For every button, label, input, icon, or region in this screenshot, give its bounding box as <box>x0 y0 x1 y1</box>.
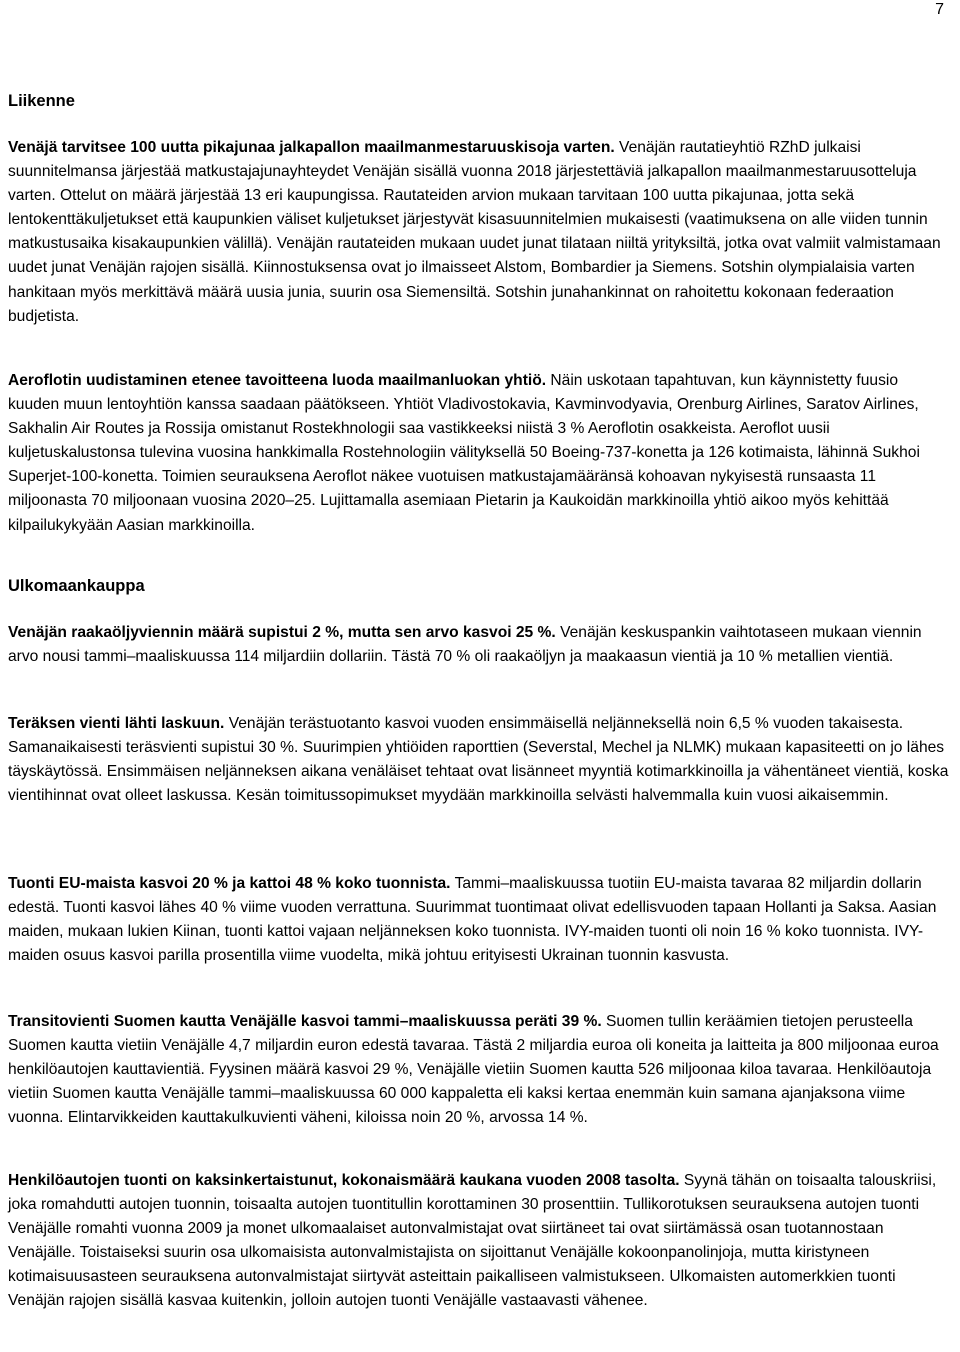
paragraph-aeroflot <box>8 369 952 538</box>
paragraph-lead: Henkilöautojen tuonti on kaksinkertaistunut, kokonaismäärä kaukana vuoden 2008 tasolta. <box>8 1172 680 1189</box>
paragraph-lead: Teräksen vienti lähti laskuun. <box>8 715 225 732</box>
paragraph-teras <box>8 712 952 808</box>
paragraph-lead: Aeroflotin uudistaminen etenee tavoitteena luoda maailmanluokan yhtiö. <box>8 372 547 389</box>
page-number: 7 <box>935 1 944 18</box>
section-heading-liikenne: Liikenne <box>8 92 75 110</box>
paragraph-transitovienti <box>8 1010 952 1130</box>
paragraph-body: Suomen tullin keräämien tietojen perusteella Suomen kautta vietiin Venäjälle 4,7 miljardin euron edestä tavaraa. Tästä 2 miljardia euroa oli koneita ja laitteita ja 800 miljoonaa euroa henkilöautojen kauttavientiä. Fyysinen määrä kasvoi 29 %, Venäjälle vietiin Suomen kautta 526 miljoonaa kiloa tavaraa. Henkilöautoja vietiin Suomen kautta Venäjälle tammi–maaliskuussa 60 000 kappaletta eli kaksi kertaa enemmän kuin samana ajanjaksona viime vuonna. Elintarvikkeiden kauttakulkuvienti väheni, kiloissa noin 20 %, arvossa 14 %. <box>8 1013 939 1127</box>
section-heading-ulkomaankauppa: Ulkomaankauppa <box>8 577 145 595</box>
paragraph-body: Syynä tähän on toisaalta talouskriisi, joka romahdutti autojen tuonnin, toisaalta autojen tuontitullin korottaminen 30 prosenttiin. Tullikorotuksen seurauksena autojen tuonti Venäjälle romahti vuonna 2009 ja monet ulkomaalaiset autonvalmistajat ovat siirtäneet tai ovat siirtämässä osan tuotannostaan Venäjälle. Toistaiseksi suurin osa ulkomaisista autonvalmistajista on sijoittanut Venäjälle kokoonpanolinjoja, mutta kiristyneen kotimaisuusasteen seurauksena autonvalmistajat siirtyvät asteittain paikalliseen valmistukseen. Ulkomaisten automerkkien tuonti Venäjän rajojen sisällä kasvaa kuitenkin, jolloin autojen tuonti Venäjälle vastaavasti vähenee. <box>8 1172 937 1310</box>
paragraph-body: Venäjän terästuotanto kasvoi vuoden ensimmäisellä neljänneksellä noin 6,5 % vuoden takaisesta. Samanaikaisesti teräsvienti supistui 30 %. Suurimpien yhtiöiden raporttien (Severstal, Mechel ja NLMK) mukaan kapasiteetti on jo lähes täyskäytössä. Ensimmäisen neljänneksen aikana venäläiset tehtaat ovat lisänneet myyntiä kotimarkkinoilla ja vähentäneet vientiä, koska vientihinnat ovat olleet laskussa. Kesän toimitussopimukset myydään markkinoilla selvästi halvemmalla kuin vuosi aikaisemmin. <box>8 715 949 805</box>
paragraph-lead: Venäjän raakaöljyviennin määrä supistui 2 %, mutta sen arvo kasvoi 25 %. <box>8 624 556 641</box>
paragraph-pikajunat <box>8 136 952 329</box>
paragraph-body: Näin uskotaan tapahtuvan, kun käynnistetty fuusio kuuden muun lentoyhtiön kanssa saadaan päätökseen. Yhtiöt Vladivostokavia, Kavminvodyavia, Orenburg Airlines, Saratov Airlines, Sakhalin Air Routes ja Rossija omistanut Rostekhnologii saa vastikkeeksi niistä 3 % Aeroflotin osakkeista. Aeroflot uusii kuljetuskalustonsa tulevina vuosina hankkimalla Rostehnologiin välityksellä 50 Boeing-737-konetta ja 126 kotimaista, lähinnä Sukhoi Superjet-100-konetta. Toimien seurauksena Aeroflot näkee vuotuisen matkustajamääränsä kohoavan nykyisestä runsaasta 11 miljoonasta 70 miljoonaan vuosina 2020–25. Lujittamalla asemiaan Pietarin ja Kaukoidän markkinoilla yhtiö aikoo myös kehittää kilpailukykyään Aasian markkinoilla. <box>8 372 920 534</box>
document-page <box>4 0 952 1352</box>
paragraph-lead: Venäjä tarvitsee 100 uutta pikajunaa jalkapallon maailmanmestaruuskisoja varten. <box>8 139 615 156</box>
paragraph-eu-tuonti <box>8 872 952 968</box>
paragraph-body: Tammi–maaliskuussa tuotiin EU-maista tavaraa 82 miljardin dollarin edestä. Tuonti kasvoi lähes 40 % viime vuoden verrattuna. Suurimmat tuontimaat olivat edellisvuoden tapaan Hollanti ja Saksa. Aasian maiden, mukaan lukien Kiinan, tuonti kattoi vajaan neljänneksen koko tuonnista. IVY-maiden tuonti oli noin 16 % koko tuonnista. IVY-maiden osuus kasvoi parilla prosentilla viime vuodelta, mikä johtuu erityisesti Ukrainan tuonnin kasvusta. <box>8 875 937 965</box>
paragraph-lead: Transitovienti Suomen kautta Venäjälle kasvoi tammi–maaliskuussa peräti 39 %. <box>8 1013 602 1030</box>
paragraph-henkiloautot <box>8 1169 952 1314</box>
paragraph-body: Venäjän keskuspankin vaihtotaseen mukaan viennin arvo nousi tammi–maaliskuussa 114 miljardiin dollariin. Tästä 70 % oli raakaöljyn ja maakaasun vientiä ja 10 % metallien vientiä. <box>8 624 922 666</box>
paragraph-lead: Tuonti EU-maista kasvoi 20 % ja kattoi 48 % koko tuonnista. <box>8 875 451 892</box>
paragraph-raakaoljy <box>8 621 952 669</box>
paragraph-body: Venäjän rautatieyhtiö RZhD julkaisi suunnitelmansa järjestää matkustajajunayhteydet Venäjän sisällä vuonna 2018 järjestettäviä jalkapallon maailmanmestaruusotteluja varten. Ottelut on määrä järjestää 13 eri kaupungissa. Rautateiden arvion mukaan tarvitaan 100 uutta pikajunaa, jotta sekä lentokenttäkuljetukset että kaupunkien väliset kuljetukset järjestyvät kisasuunnitelmien mukaisesti (vaatimuksena on alle viiden tunnin matkustusaika kisakaupunkien välillä). Venäjän rautateiden mukaan uudet junat tilataan niiltä yrityksiltä, jotka ovat valmiit valmistamaan uudet junat Venäjän rajojen sisällä. Kiinnostuksensa ovat jo ilmaisseet Alstom, Bombardier ja Siemens. Sotshin olympialaisia varten hankitaan myös merkittävä määrä uusia junia, suurin osa Siemensiltä. Sotshin junahankinnat on rahoitettu kokonaan federaation budjetista. <box>8 139 941 325</box>
